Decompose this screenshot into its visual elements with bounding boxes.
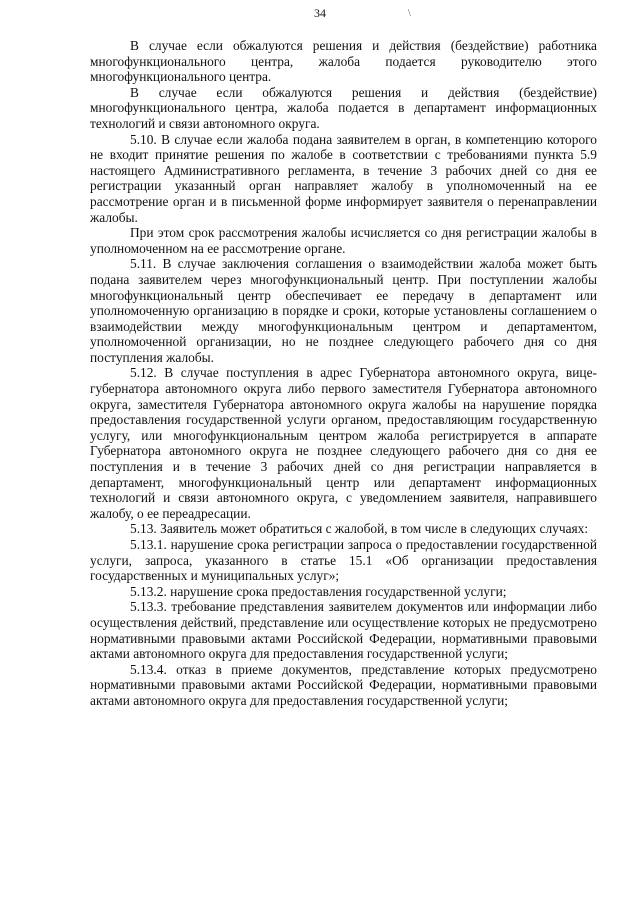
page-number: 34	[314, 6, 326, 20]
paragraph-5-10: 5.10. В случае если жалоба подана заявителем в орган, в компетенцию которого не входит принятие решения по жалобе в соответствии с требованиями пункта 5.9 настоящего Административного регламента, в течение 3 рабочих дней со дня ее регистрации указанный орган направляет жалобу в уполномоченный на ее рассмотрение орган и в письменной форме информирует заявителя о перенаправлении жалобы.	[90, 131, 597, 225]
paragraph-mfc-employee-complaint: В случае если обжалуются решения и действия (бездействие) работника многофункционального центра, жалоба подается руководителю этого многофункционального центра.	[90, 38, 597, 85]
paragraph-5-13-2: 5.13.2. нарушение срока предоставления государственной услуги;	[130, 583, 507, 599]
scan-mark: \	[408, 8, 411, 19]
paragraph-5-13-3: 5.13.3. требование представления заявителем документов или информации либо осуществления действий, представление или осуществление которых не предусмотрено нормативными правовыми актами Российской Федерации, нормативными правовыми актами автономного округа для предоставления государственной услуги;	[90, 599, 597, 662]
paragraph-mfc-complaint: В случае если обжалуются решения и действия (бездействие) многофункционального центра, жалоба подается в департамент информационных технологий и связи автономного округа.	[90, 84, 597, 131]
paragraph-review-period: При этом срок рассмотрения жалобы исчисляется со дня регистрации жалобы в уполномоченном на ее рассмотрение органе.	[90, 225, 597, 256]
document-body	[90, 38, 597, 709]
paragraph-5-13: 5.13. Заявитель может обратиться с жалобой, в том числе в следующих случаях:	[130, 521, 589, 537]
paragraph-5-13-4: 5.13.4. отказ в приеме документов, представление которых предусмотрено нормативными правовыми актами Российской Федерации, нормативными правовыми актами автономного округа для предоставления государственной услуги;	[90, 661, 597, 708]
paragraph-5-13-1: 5.13.1. нарушение срока регистрации запроса о предоставлении государственной услуги, запроса, указанного в статье 15.1 «Об организации предоставления государственных и муниципальных услуг»;	[90, 537, 597, 584]
paragraph-5-12: 5.12. В случае поступления в адрес Губернатора автономного округа, вице-губернатора автономного округа либо первого заместителя Губернатора автономного округа, заместителя Губернатора автономного округа жалобы на нарушение порядка предоставления государственной услуги органом, предоставляющим государственную услугу, или многофункциональным центром жалоба регистрируется в аппарате Губернатора автономного округа не позднее следующего рабочего дня со дня ее поступления и в течение 3 рабочих дней со дня регистрации направляется в департамент, многофункциональный центр или департамент информационных технологий и связи автономного округа, с уведомлением заявителя, направившего жалобу, о ее переадресации.	[90, 365, 597, 521]
paragraph-5-11: 5.11. В случае заключения соглашения о взаимодействии жалоба может быть подана заявителем через многофункциональный центр. При поступлении жалобы многофункциональный центр обеспечивает ее передачу в департамент или уполномоченную организацию в порядке и сроки, которые установлены соглашением о взаимодействии между многофункциональным центром и департаментом, уполномоченной организации, но не позднее следующего рабочего дня со дня поступления жалобы.	[90, 256, 597, 365]
